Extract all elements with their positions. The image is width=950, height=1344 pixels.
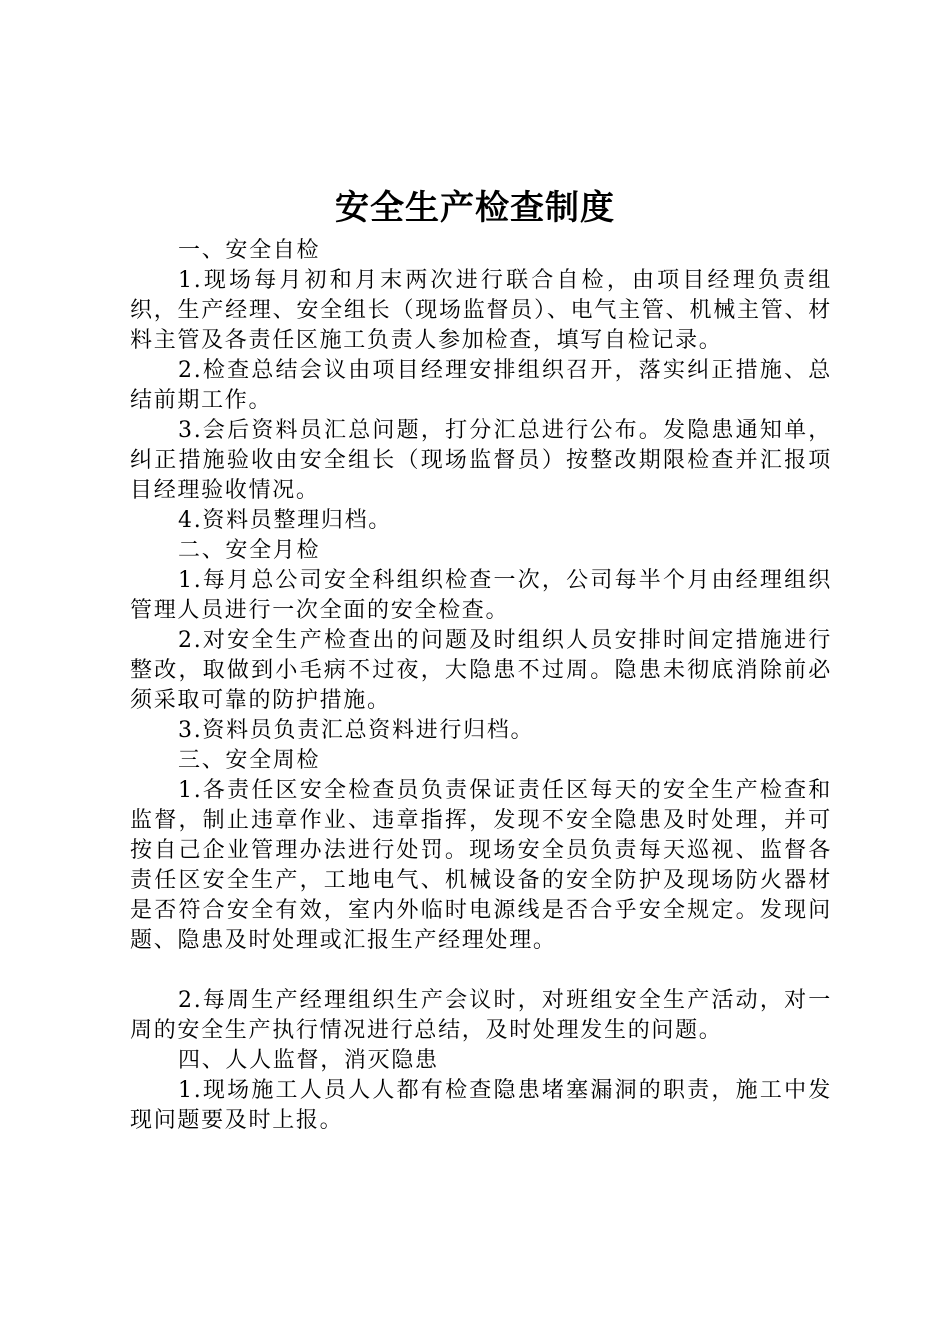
paragraph-item: 1.每月总公司安全科组织检查一次，公司每半个月由经理组织管理人员进行一次全面的安全检查。 xyxy=(130,568,832,623)
paragraph-item: 2.每周生产经理组织生产会议时，对班组安全生产活动，对一周的安全生产执行情况进行总结，及时处理发生的问题。 xyxy=(130,988,832,1043)
paragraph-item: 1.现场施工人员人人都有检查隐患堵塞漏洞的职责，施工中发现问题要及时上报。 xyxy=(130,1078,832,1133)
section-heading-supervision: 四、人人监督，消灭隐患 xyxy=(178,1048,439,1073)
paragraph-item: 1.现场每月初和月末两次进行联合自检，由项目经理负责组织，生产经理、安全组长（现场监督员）、电气主管、机械主管、材料主管及各责任区施工负责人参加检查，填写自检记录。 xyxy=(130,268,832,353)
section-heading-weekly-check: 三、安全周检 xyxy=(178,748,321,773)
paragraph-item: 2.检查总结会议由项目经理安排组织召开，落实纠正措施、总结前期工作。 xyxy=(130,358,832,413)
section-heading-self-check: 一、安全自检 xyxy=(178,238,321,263)
paragraph-item: 3.会后资料员汇总问题，打分汇总进行公布。发隐患通知单，纠正措施验收由安全组长（现场监督员）按整改期限检查并汇报项目经理验收情况。 xyxy=(130,418,832,503)
blank-line xyxy=(130,956,832,986)
paragraph-item: 3.资料员负责汇总资料进行归档。 xyxy=(178,718,535,743)
section-heading-monthly-check: 二、安全月检 xyxy=(178,538,321,563)
paragraph-item: 2.对安全生产检查出的问题及时组织人员安排时间定措施进行整改，取做到小毛病不过夜，大隐患不过周。隐患未彻底消除前必须采取可靠的防护措施。 xyxy=(130,628,832,713)
document-body xyxy=(130,236,832,1136)
paragraph-item: 1.各责任区安全检查员负责保证责任区每天的安全生产检查和监督，制止违章作业、违章指挥，发现不安全隐患及时处理，并可按自己企业管理办法进行处罚。现场安全员负责每天巡视、监督各责任区安全生产，工地电气、机械设备的安全防护及现场防火器材是否符合安全有效，室内外临时电源线是否合乎安全规定。发现问题、隐患及时处理或汇报生产经理处理。 xyxy=(130,778,832,953)
paragraph-item: 4.资料员整理归档。 xyxy=(178,508,392,533)
document-title: 安全生产检查制度 xyxy=(335,188,615,228)
